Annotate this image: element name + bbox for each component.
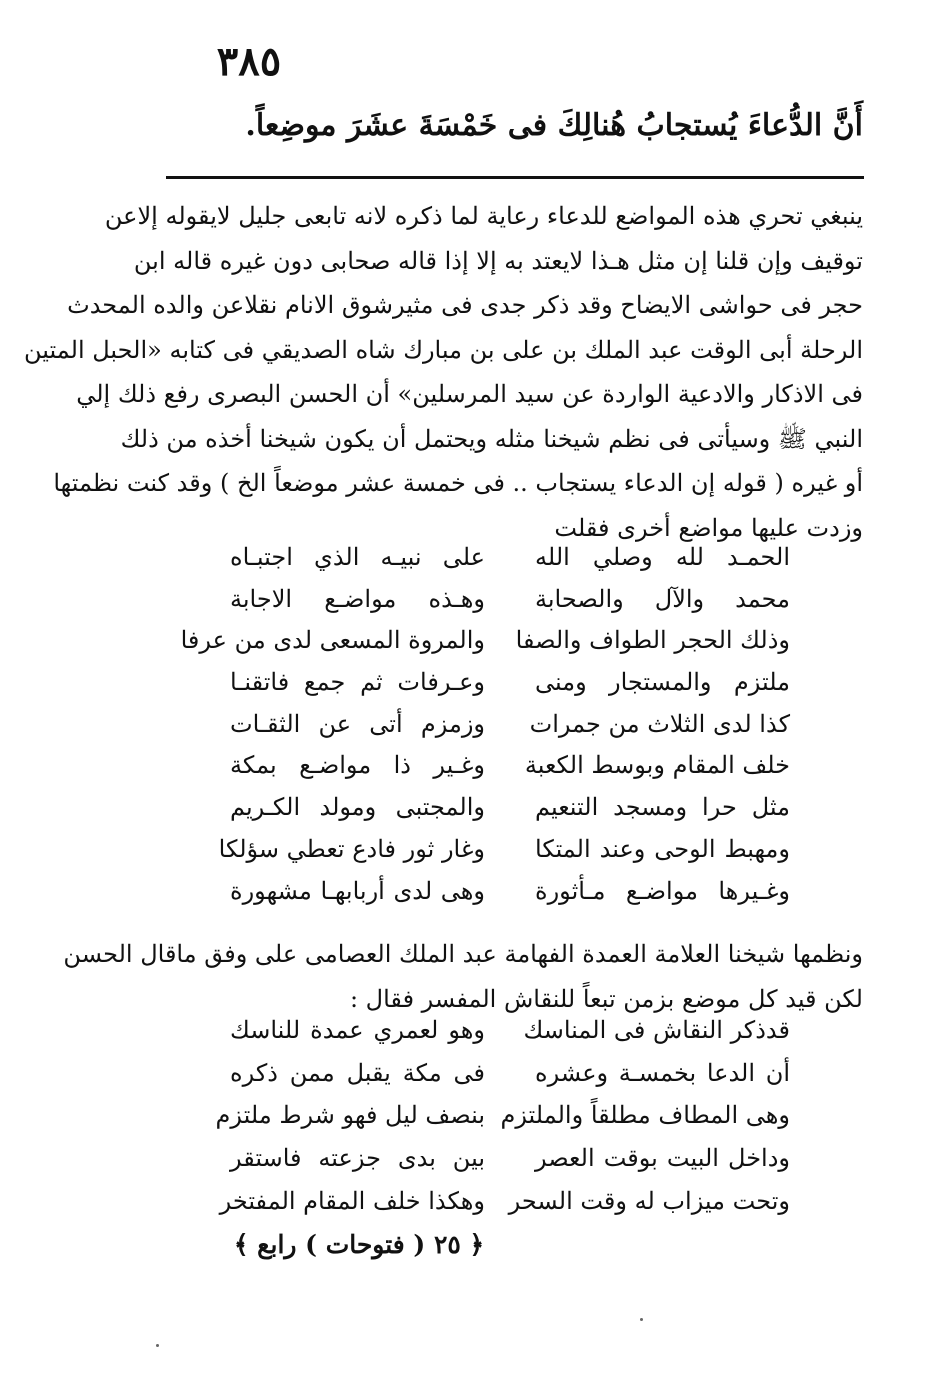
verse-second-hemistich: وهـذه مواضـع الاجابة bbox=[230, 584, 485, 613]
verse-first-hemistich: ومهبط الوحى وعند المتكا bbox=[535, 834, 790, 863]
verse-line bbox=[230, 585, 790, 627]
verse-line bbox=[230, 543, 790, 585]
section-heading: أَنَّ الدُّعاءَ يُستجابُ هُنالِكَ فى خَمْسَةَ عشَرَ موضِعاً. bbox=[245, 108, 863, 143]
verse-first-hemistich: قدذكر النقاش فى المناسك bbox=[523, 1016, 790, 1044]
verse-second-hemistich: بنصف ليل فهو شرط ملتزم bbox=[215, 1101, 485, 1130]
verse-first-hemistich: كذا لدى الثلاث من جمرات bbox=[529, 709, 790, 738]
text-line: ينبغي تحري هذه المواضع للدعاء رعاية لما ذكره لانه تابعى جليل لايقوله إلاعن bbox=[104, 202, 863, 230]
poem-1 bbox=[180, 543, 790, 918]
text-line: النبي ﷺ وسيأتى فى نظم شيخنا مثله ويحتمل أن يكون شيخنا أخذه من ذلك bbox=[120, 424, 863, 453]
verse-second-hemistich: بين بدى جزعته فاستقر bbox=[230, 1144, 485, 1173]
verse-line bbox=[230, 877, 790, 919]
text-line: الرحلة أبى الوقت عبد الملك بن على بن مبارك شاه الصديقي فى كتابه «الحبل المتين bbox=[24, 335, 863, 364]
verse-second-hemistich: على نبيـه الذي اجتبـاه bbox=[230, 543, 485, 571]
text-line: وزدت عليها مواضع أخرى فقلت bbox=[554, 513, 863, 542]
verse-first-hemistich: وداخل البيت بوقت العصر bbox=[535, 1144, 790, 1173]
verse-second-hemistich: وغـير ذا مواضـع بمكة bbox=[230, 751, 485, 780]
verse-line bbox=[230, 751, 790, 793]
verse-line bbox=[230, 1144, 790, 1187]
verse-line bbox=[230, 668, 790, 710]
verse-line bbox=[215, 1101, 790, 1144]
verse-first-hemistich: خلف المقام وبوسط الكعبة bbox=[524, 751, 790, 780]
verse-second-hemistich: وغار ثور فادع تعطي سؤلكا bbox=[218, 834, 485, 863]
verse-line bbox=[230, 1059, 790, 1102]
page-number: ٣٨٥ bbox=[216, 38, 282, 85]
signature-mark: ﴿ ٢٥ ( فتوحات ) رابع ﴾ bbox=[233, 1230, 485, 1259]
verse-second-hemistich: وهى لدى أربابهـا مشهورة bbox=[230, 876, 485, 905]
verse-first-hemistich: وتحت ميزاب له وقت السحر bbox=[508, 1186, 790, 1215]
verse-second-hemistich: وعـرفات ثم جمع فاتقنـا bbox=[230, 668, 485, 697]
heading-divider bbox=[166, 176, 864, 179]
poem-2 bbox=[215, 1016, 790, 1229]
verse-second-hemistich: والمروة المسعى لدى من عرفا bbox=[180, 626, 485, 655]
verse-line bbox=[219, 1186, 790, 1230]
verse-first-hemistich: وذلك الحجر الطواف والصفا bbox=[515, 626, 790, 655]
verse-first-hemistich: محمد والآل والصحابة bbox=[535, 584, 790, 613]
text-line: توقيف وإن قلنا إن مثل هـذا لايعتد به إلا إذا قاله صحابى دون غيره قاله ابن bbox=[133, 246, 863, 275]
verse-line bbox=[218, 834, 790, 877]
text-line: لكن قيد كل موضع بزمن تبعاً للنقاش المفسر فقال : bbox=[349, 984, 863, 1013]
verse-first-hemistich: ملتزم والمستجار ومنى bbox=[535, 668, 790, 697]
verse-second-hemistich: وهكذا خلف المقام المفتخر bbox=[219, 1186, 485, 1215]
verse-line bbox=[230, 793, 790, 835]
verse-first-hemistich: أن الدعا بخمسـة وعشره bbox=[535, 1058, 790, 1087]
verse-second-hemistich: وهو لعمري عمدة للناسك bbox=[230, 1016, 485, 1044]
scan-speck bbox=[156, 1344, 159, 1347]
text-line: حجر فى حواشى الايضاح وقد ذكر جدى فى مثيرشوق الانام نقلاعن والده المحدث bbox=[67, 291, 863, 319]
scan-speck bbox=[640, 1318, 643, 1321]
commentary-paragraph-1 bbox=[24, 194, 863, 550]
verse-second-hemistich: فى مكة يقبل ممن ذكره bbox=[230, 1058, 485, 1087]
text-line: ونظمها شيخنا العلامة العمدة الفهامة عبد الملك العصامى على وفق ماقال الحسن bbox=[63, 940, 863, 968]
verse-first-hemistich: وهى المطاف مطلقاً والملتزم bbox=[500, 1101, 790, 1130]
verse-line bbox=[180, 626, 790, 668]
verse-first-hemistich: مثل حرا ومسجد التنعيم bbox=[535, 793, 790, 822]
verse-line bbox=[230, 710, 790, 752]
verse-line bbox=[230, 1016, 790, 1059]
verse-first-hemistich: وغـيرها مواضـع مـأثورة bbox=[535, 876, 790, 905]
text-line: أو غيره ( قوله إن الدعاء يستجاب .. فى خمسة عشر موضعاً الخ ) وقد كنت نظمتها bbox=[53, 469, 863, 497]
verse-second-hemistich: وزمزم أتى عن الثقـات bbox=[230, 709, 485, 738]
verse-second-hemistich: والمجتبى ومولد الكـريم bbox=[230, 793, 485, 822]
commentary-paragraph-2 bbox=[63, 932, 863, 1021]
text-line: فى الاذكار والادعية الواردة عن سيد المرسلين» أن الحسن البصرى رفع ذلك إلي bbox=[76, 380, 863, 408]
verse-first-hemistich: الحمـد لله وصلي الله bbox=[535, 543, 790, 571]
